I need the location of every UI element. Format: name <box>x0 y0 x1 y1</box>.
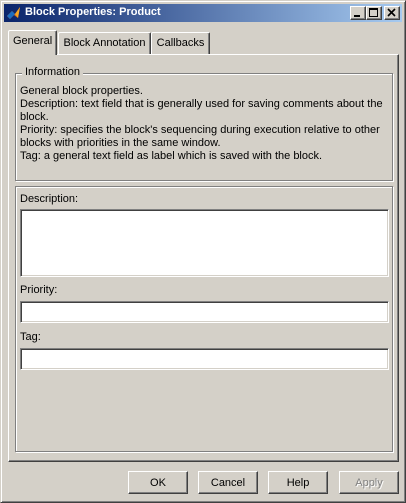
tab-general-label: General <box>13 35 53 47</box>
priority-label: Priority: <box>20 284 58 296</box>
description-label: Description: <box>20 193 79 205</box>
information-legend: Information <box>22 66 83 78</box>
info-line: blocks with priorities in the same window. <box>20 137 221 149</box>
maximize-button[interactable] <box>366 6 382 20</box>
info-line: Tag: a general text field as label which is saved with the block. <box>20 150 323 162</box>
info-line: Description: text field that is generally used for saving comments about the <box>20 98 383 110</box>
cancel-button[interactable]: Cancel <box>198 471 258 494</box>
window-title: Block Properties: Product <box>25 6 161 18</box>
help-button[interactable]: Help <box>268 471 328 494</box>
minimize-button[interactable] <box>350 6 366 20</box>
priority-field[interactable] <box>20 301 389 323</box>
title-bar[interactable] <box>4 4 402 22</box>
tab-general[interactable] <box>8 30 57 55</box>
tab-callbacks[interactable] <box>151 32 210 54</box>
general-tab-panel <box>8 54 399 462</box>
tag-label: Tag: <box>20 331 41 343</box>
ok-button[interactable]: OK <box>128 471 188 494</box>
information-group <box>15 66 393 181</box>
information-text <box>20 85 390 163</box>
maximize-icon <box>367 7 381 19</box>
close-button[interactable] <box>384 6 400 20</box>
info-line: General block properties. <box>20 85 143 97</box>
tab-callbacks-label: Callbacks <box>156 37 205 49</box>
tag-field[interactable] <box>20 348 389 370</box>
tab-block-annotation[interactable] <box>58 32 151 54</box>
info-line: block. <box>20 111 49 123</box>
close-icon <box>385 7 399 19</box>
info-line: Priority: specifies the block's sequencing during execution relative to other <box>20 124 380 136</box>
parameters-group <box>15 186 393 452</box>
minimize-icon <box>351 7 365 19</box>
apply-button[interactable]: Apply <box>339 471 399 494</box>
matlab-logo-icon <box>6 5 22 21</box>
tab-block-annotation-label: Block Annotation <box>63 37 146 49</box>
description-field[interactable] <box>20 209 389 277</box>
